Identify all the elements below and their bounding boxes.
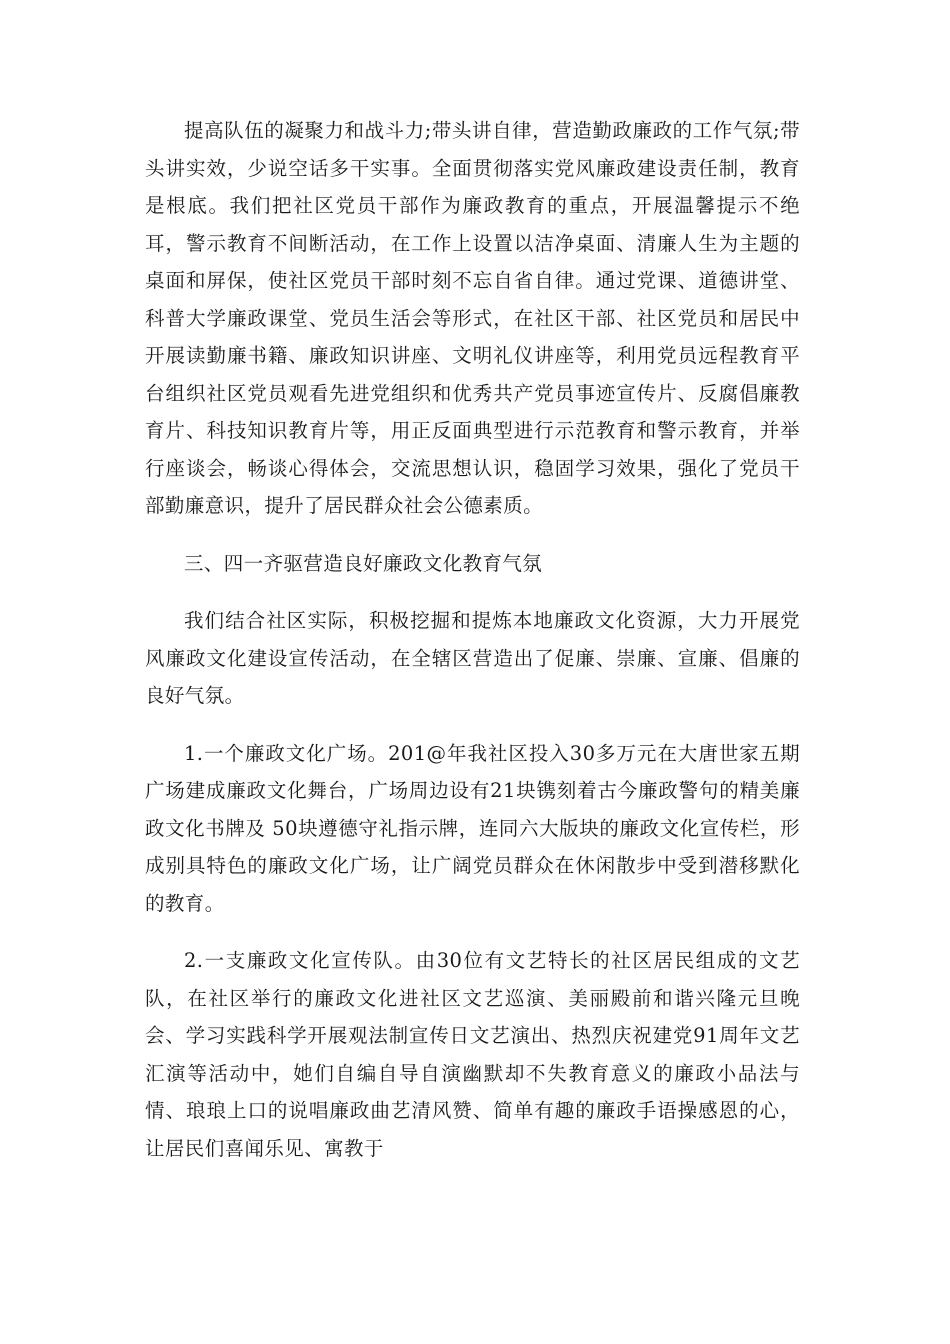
document-body: [145, 112, 800, 1187]
paragraph-propaganda-team: 2.一支廉政文化宣传队。由30位有文艺特长的社区居民组成的文艺队，在社区举行的廉政文化进社区文艺巡演、美丽殿前和谐兴隆元旦晚会、学习实践科学开展观法制宣传日文艺演出、热烈庆祝建党91周年文艺汇演等活动中，她们自编自导自演幽默却不失教育意义的廉政小品法与情、琅琅上口的说唱廉政曲艺清风赞、简单有趣的廉政手语操感恩的心，让居民们喜闻乐见、寓教于: [145, 949, 800, 1160]
section-heading-three: 三、四一齐驱营造良好廉政文化教育气氛: [184, 551, 543, 575]
paragraph-community-culture: 我们结合社区实际，积极挖掘和提炼本地廉政文化资源，大力开展党风廉政文化建设宣传活动，在全辖区营造出了促廉、崇廉、宣廉、倡廉的良好气氛。: [145, 609, 800, 707]
paragraph-discipline-education: 提高队伍的凝聚力和战斗力;带头讲自律，营造勤政廉政的工作气氛;带头讲实效，少说空话多干实事。全面贯彻落实党风廉政建设责任制，教育是根底。我们把社区党员干部作为廉政教育的重点，开展温馨提示不绝耳，警示教育不间断活动，在工作上设置以洁净桌面、清廉人生为主题的桌面和屏保，使社区党员干部时刻不忘自省自律。通过党课、道德讲堂、科普大学廉政课堂、党员生活会等形式，在社区干部、社区党员和居民中开展读勤廉书籍、廉政知识讲座、文明礼仪讲座等，利用党员远程教育平台组织社区党员观看先进党组织和优秀共产党员事迹宣传片、反腐倡廉教育片、科技知识教育片等，用正反面典型进行示范教育和警示教育，并举行座谈会，畅谈心得体会，交流思想认识，稳固学习效果，强化了党员干部勤廉意识，提升了居民群众社会公德素质。: [145, 119, 800, 517]
paragraph-culture-square: 1.一个廉政文化广场。201@年我社区投入30多万元在大唐世家五期广场建成廉政文化舞台，广场周边设有21块镌刻着古今廉政警句的精美廉政文化书牌及 50块遵德守礼指示牌，连同六大版块的廉政文化宣传栏，形成别具特色的廉政文化广场，让广阔党员群众在休闲散步中受到潜移默化的教育。: [145, 741, 800, 915]
